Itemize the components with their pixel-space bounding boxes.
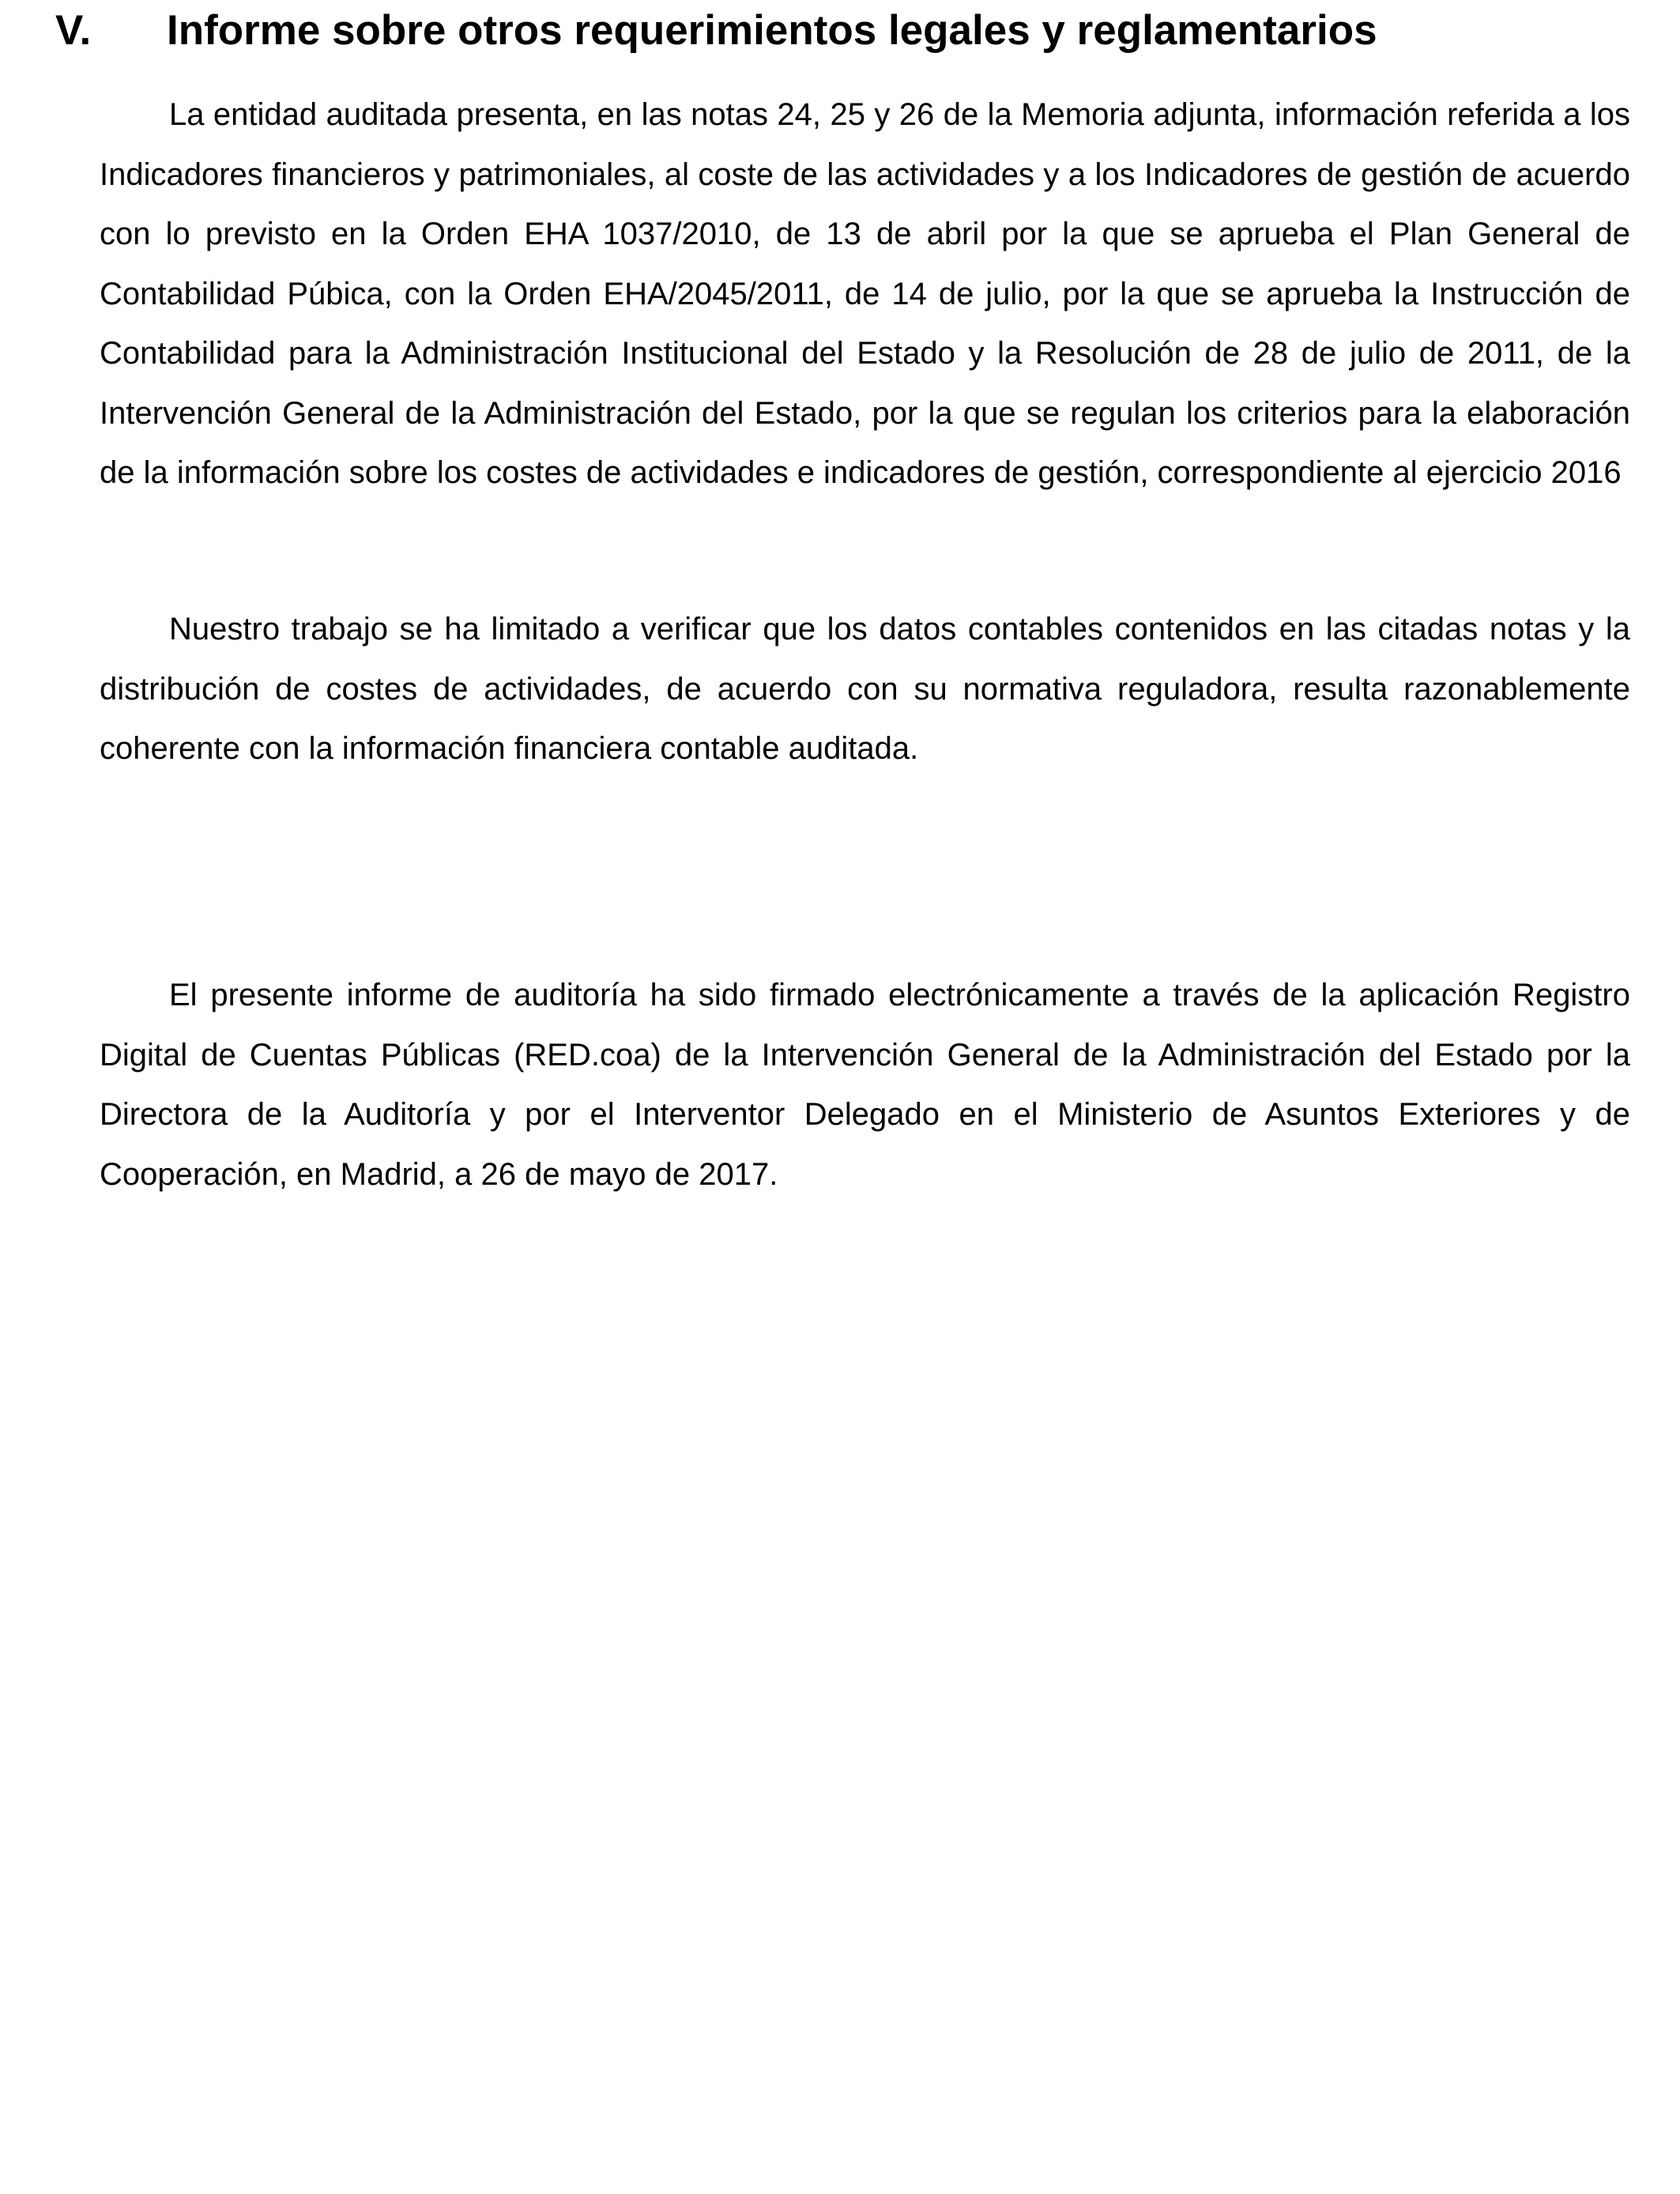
paragraph-signature: El presente informe de auditoría ha sido firmado electrónicamente a través de la aplicación Registro Digital de Cuentas Públicas (RED.coa) de la Intervención General de la Administración del Estado por la Directora de la Auditoría y por el Interventor Delegado en el Ministerio de Asuntos Exteriores y de Cooperación, en Madrid, a 26 de mayo de 2017. [100, 978, 1630, 1192]
paragraph-indicators: La entidad auditada presenta, en las notas 24, 25 y 26 de la Memoria adjunta, información referida a los Indicadores financieros y patrimoniales, al coste de las actividades y a los Indicadores de gestión de acuerdo con lo previsto en la Orden EHA 1037/2010, de 13 de abril por la que se aprueba el Plan General de Contabilidad Púbica, con la Orden EHA/2045/2011, de 14 de julio, por la que se aprueba la Instrucción de Contabilidad para la Administración Institucional del Estado y la Resolución de 28 de julio de 2011, de la Intervención General de la Administración del Estado, por la que se regulan los criterios para la elaboración de la información sobre los costes de actividades e indicadores de gestión, correspondiente al ejercicio 2016 [100, 97, 1630, 490]
paragraph-scope: Nuestro trabajo se ha limitado a verificar que los datos contables contenidos en las citadas notas y la distribución de costes de actividades, de acuerdo con su normativa reguladora, resulta razonablemente coherente con la información financiera contable auditada. [100, 612, 1630, 766]
section-heading [55, 3, 1628, 58]
section-number: V. [55, 7, 92, 54]
section-title: Informe sobre otros requerimientos legales y reglamentarios [167, 7, 1377, 54]
